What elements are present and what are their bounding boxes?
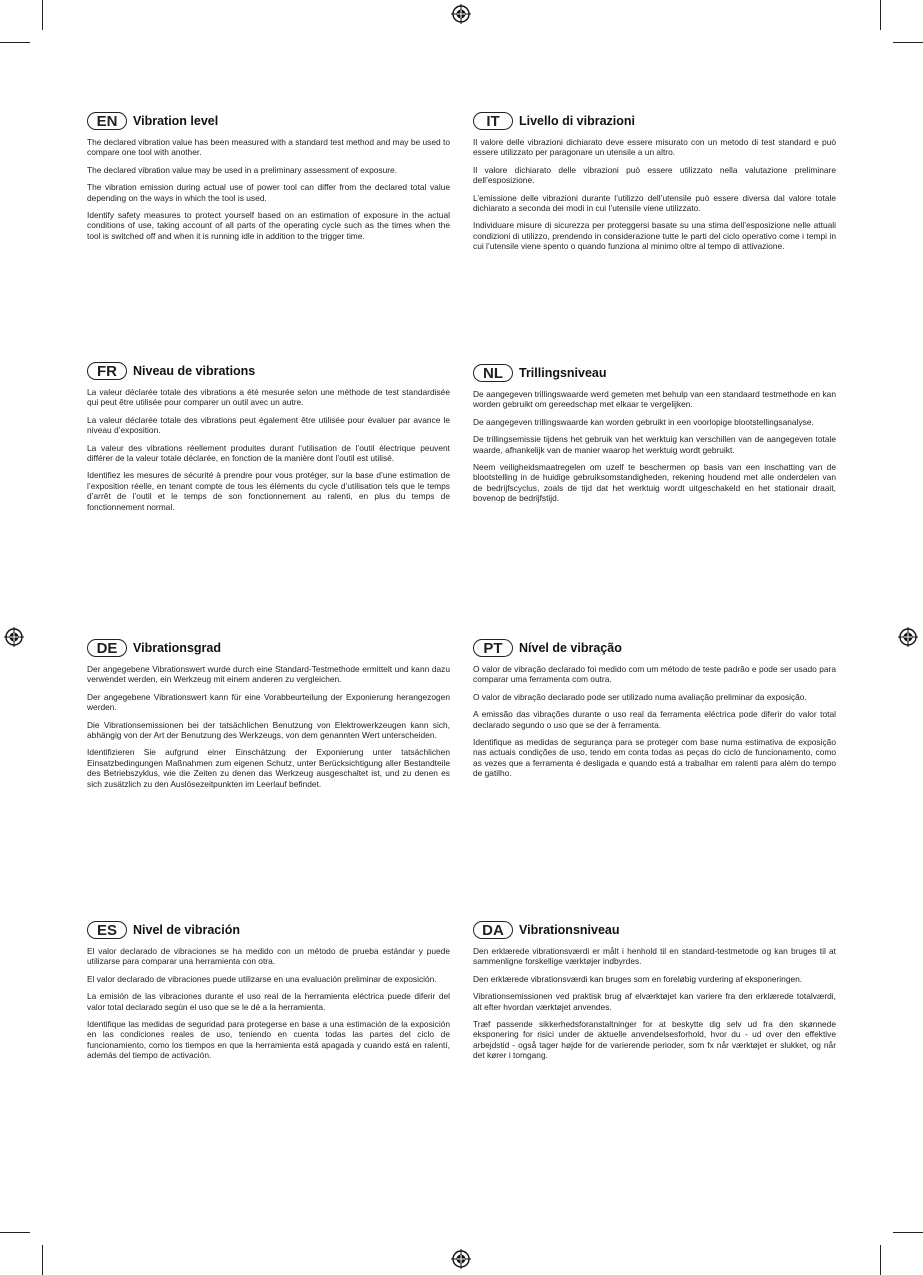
section-de [87,637,450,796]
paragraph: La valeur déclarée totale des vibrations peut également être utilisée pour évaluer par avance le niveau d’exposition. [87,414,450,436]
section-title: Livello di vibrazioni [519,114,635,128]
paragraph: Der angegebene Vibrationswert kann für eine Vorabbeurteilung der Exponierung herangezogen werden. [87,691,450,713]
paragraph: De aangegeven trillingswaarde werd gemeten met behulp van een standaard testmethode en kan worden gebruikt om gereedschap met elkaar te vergelijken. [473,389,836,410]
section-en [87,110,450,248]
language-badge: IT [473,112,513,130]
paragraph: La valeur déclarée totale des vibrations a été mesurée selon une méthode de test standardisée qui peut être utilisée pour comparer un outil avec un autre. [87,387,450,408]
section-title: Vibrationsgrad [133,641,221,655]
language-badge: DE [87,639,127,657]
section-header [87,360,450,382]
paragraph: Der angegebene Vibrationswert wurde durch eine Standard-Testmethode ermittelt und kann dazu verwendet werden, ein Werkzeug mit einem anderen zu vergleichen. [87,664,450,685]
crop-mark [880,1245,881,1275]
paragraph: Træf passende sikkerhedsforanstaltninger for at beskytte dig selv ud fra den skønnede eksponering for risici under de aktuelle anvendelsesforhold, hvor du - ud over den effektive arbejdstid - også tager højde for de varierende perioder, som fx når værktøjet er slukket, og når det kører i tomgang. [473,1019,836,1061]
registration-mark-icon [4,627,24,647]
registration-mark-icon [451,4,471,24]
section-title: Vibrationsniveau [519,923,620,937]
paragraph: Die Vibrationsemissionen bei der tatsächlichen Benutzung von Elektrowerkzeugen kann sich, abhängig von der Art der Benutzung des Werkzeugs, von dem genannten Wert unterscheiden. [87,719,450,741]
section-title: Niveau de vibrations [133,364,256,378]
crop-mark [0,1232,30,1233]
paragraph: The vibration emission during actual use of power tool can differ from the declared total value depending on the ways in which the tool is used. [87,182,450,203]
section-header [473,637,836,659]
section-pt [473,637,836,786]
paragraph: Identifiez les mesures de sécurité à prendre pour vous protéger, sur la base d’une estimation de l’exposition réelle, en tenant compte de tous les éléments du cycle d’utilisation tels que le temps d’arrêt de l’outil et le temps de son fonctionnement au ralenti, en plus du temps de fonctionnement normal. [87,470,450,512]
paragraph: De aangegeven trillingswaarde kan worden gebruikt in een voorlopige blootstellingsanalyse. [473,416,814,427]
paragraph: The declared vibration value may be used in a preliminary assessment of exposure. [87,164,398,175]
section-header [473,362,836,384]
paragraph: Identifique las medidas de seguridad para protegerse en base a una estimación de la exposición en las condiciones reales de uso, teniendo en cuenta todas las partes del ciclo de funcionamiento, como los tiempos en que la herramienta está apagada y cuando está en ralentí, además del tiempo de activación. [87,1019,450,1061]
language-badge: NL [473,364,513,382]
section-header [473,110,836,132]
crop-mark [42,1245,43,1275]
section-header [473,919,836,941]
crop-mark [880,0,881,30]
crop-mark [0,42,30,43]
section-header [87,919,450,941]
section-header [87,637,450,659]
section-it [473,110,836,259]
language-badge: ES [87,921,127,939]
section-title: Nível de vibração [519,641,622,655]
paragraph: La emisión de las vibraciones durante el uso real de la herramienta eléctrica puede diferir del valor total declarado según el uso que se le dé a la herramienta. [87,991,450,1012]
crop-mark [893,1232,923,1233]
paragraph: Identifizieren Sie aufgrund einer Einschätzung der Exponierung unter tatsächlichen Einsatzbedingungen Maßnahmen zum eigenen Schutz, unter Berücksichtigung aller Bestandteile des Betriebszyklus, wie die Zeiten zu denen das Werkzeug ausgeschaltet ist, und zu denen es sich zusätzlich zu den Auslösezeitpunkten im Leerlauf befindet. [87,747,450,789]
paragraph: Vibrationsemissionen ved praktisk brug af elværktøjet kan variere fra den erklærede totalværdi, alt efter hvordan værktøjet anvendes. [473,991,836,1012]
paragraph: El valor declarado de vibraciones puede utilizarse en una evaluación preliminar de exposición. [87,973,437,984]
paragraph: De trillingsemissie tijdens het gebruik van het werktuig kan verschillen van de aangegeven totale waarde, afhankelijk van de manier waarop het werktuig wordt gebruikt. [473,434,836,455]
registration-mark-icon [451,1249,471,1269]
paragraph: Identify safety measures to protect yourself based on an estimation of exposure in the actual conditions of use, taking account of all parts of the operating cycle such as the times when the tool is switched off and when it is running idle in addition to the trigger time. [87,210,450,241]
paragraph: Neem veiligheidsmaatregelen om uzelf te beschermen op basis van een inschatting van de blootstelling in de huidige gebruiksomstandigheden, rekening houdend met alle onderdelen van de bedrijfscyclus, zoals de tijd dat het werktuig wordt uitgeschakeld en het stationair draait, bovenop de bedrijfstijd. [473,462,836,504]
section-es [87,919,450,1068]
section-title: Trillingsniveau [519,366,607,380]
paragraph: The declared vibration value has been measured with a standard test method and may be used to compare one tool with another. [87,137,450,158]
section-header [87,110,450,132]
section-da [473,919,836,1068]
section-nl [473,362,836,511]
paragraph: El valor declarado de vibraciones se ha medido con un método de prueba estándar y puede utilizarse para comparar una herramienta con otra. [87,946,450,967]
registration-mark-icon [898,627,918,647]
crop-mark [893,42,923,43]
language-badge: FR [87,362,127,380]
paragraph: Il valore dichiarato delle vibrazioni può essere utilizzato nella valutazione preliminare dell’esposizione. [473,164,836,186]
language-badge: EN [87,112,127,130]
section-title: Nivel de vibración [133,923,240,937]
paragraph: La valeur des vibrations réellement produites durant l’utilisation de l’outil électrique peuvent différer de la valeur totale déclarée, en fonction de la manière dont l’outil est utilisé. [87,442,450,464]
paragraph: A emissão das vibrações durante o uso real da ferramenta eléctrica pode diferir do valor total declarado segundo o uso que se der à ferramenta. [473,709,836,730]
language-badge: PT [473,639,513,657]
paragraph: L’emissione delle vibrazioni durante l’utilizzo dell’utensile può essere diversa dal valore totale dichiarato a seconda dei modi in cui l’utensile viene utilizzato. [473,192,836,214]
section-fr [87,360,450,519]
paragraph: Identifique as medidas de segurança para se proteger com base numa estimativa de exposição nas actuais condições de uso, tendo em conta todas as peças do ciclo de funcionamento, como as vezes que a ferramenta é desligada e quando está a trabalhar em ralenti para além do tempo de gatilho. [473,737,836,779]
paragraph: Den erklærede vibrationsværdi er målt i henhold til en standard-testmetode og kan bruges til at sammenligne forskellige værktøjer indbyrdes. [473,946,836,967]
language-badge: DA [473,921,513,939]
paragraph: Individuare misure di sicurezza per proteggersi basate su una stima dell’esposizione nelle attuali condizioni di utilizzo, prendendo in considerazione tutte le parti del ciclo operativo come i tempi in cui l’utensile viene spento o quando funziona al minimo oltre al tempo di attivazione. [473,220,836,252]
crop-mark [42,0,43,30]
paragraph: Il valore delle vibrazioni dichiarato deve essere misurato con un metodo di test standard e può essere utilizzato per paragonare un utensile a un altro. [473,137,836,158]
paragraph: O valor de vibração declarado foi medido com um método de teste padrão e pode ser usado para comparar uma ferramenta com outra. [473,664,836,685]
paragraph: O valor de vibração declarado pode ser utilizado numa avaliação preliminar da exposição. [473,691,807,702]
paragraph: Den erklærede vibrationsværdi kan bruges som en foreløbig vurdering af eksponeringen. [473,973,803,984]
section-title: Vibration level [133,114,219,128]
